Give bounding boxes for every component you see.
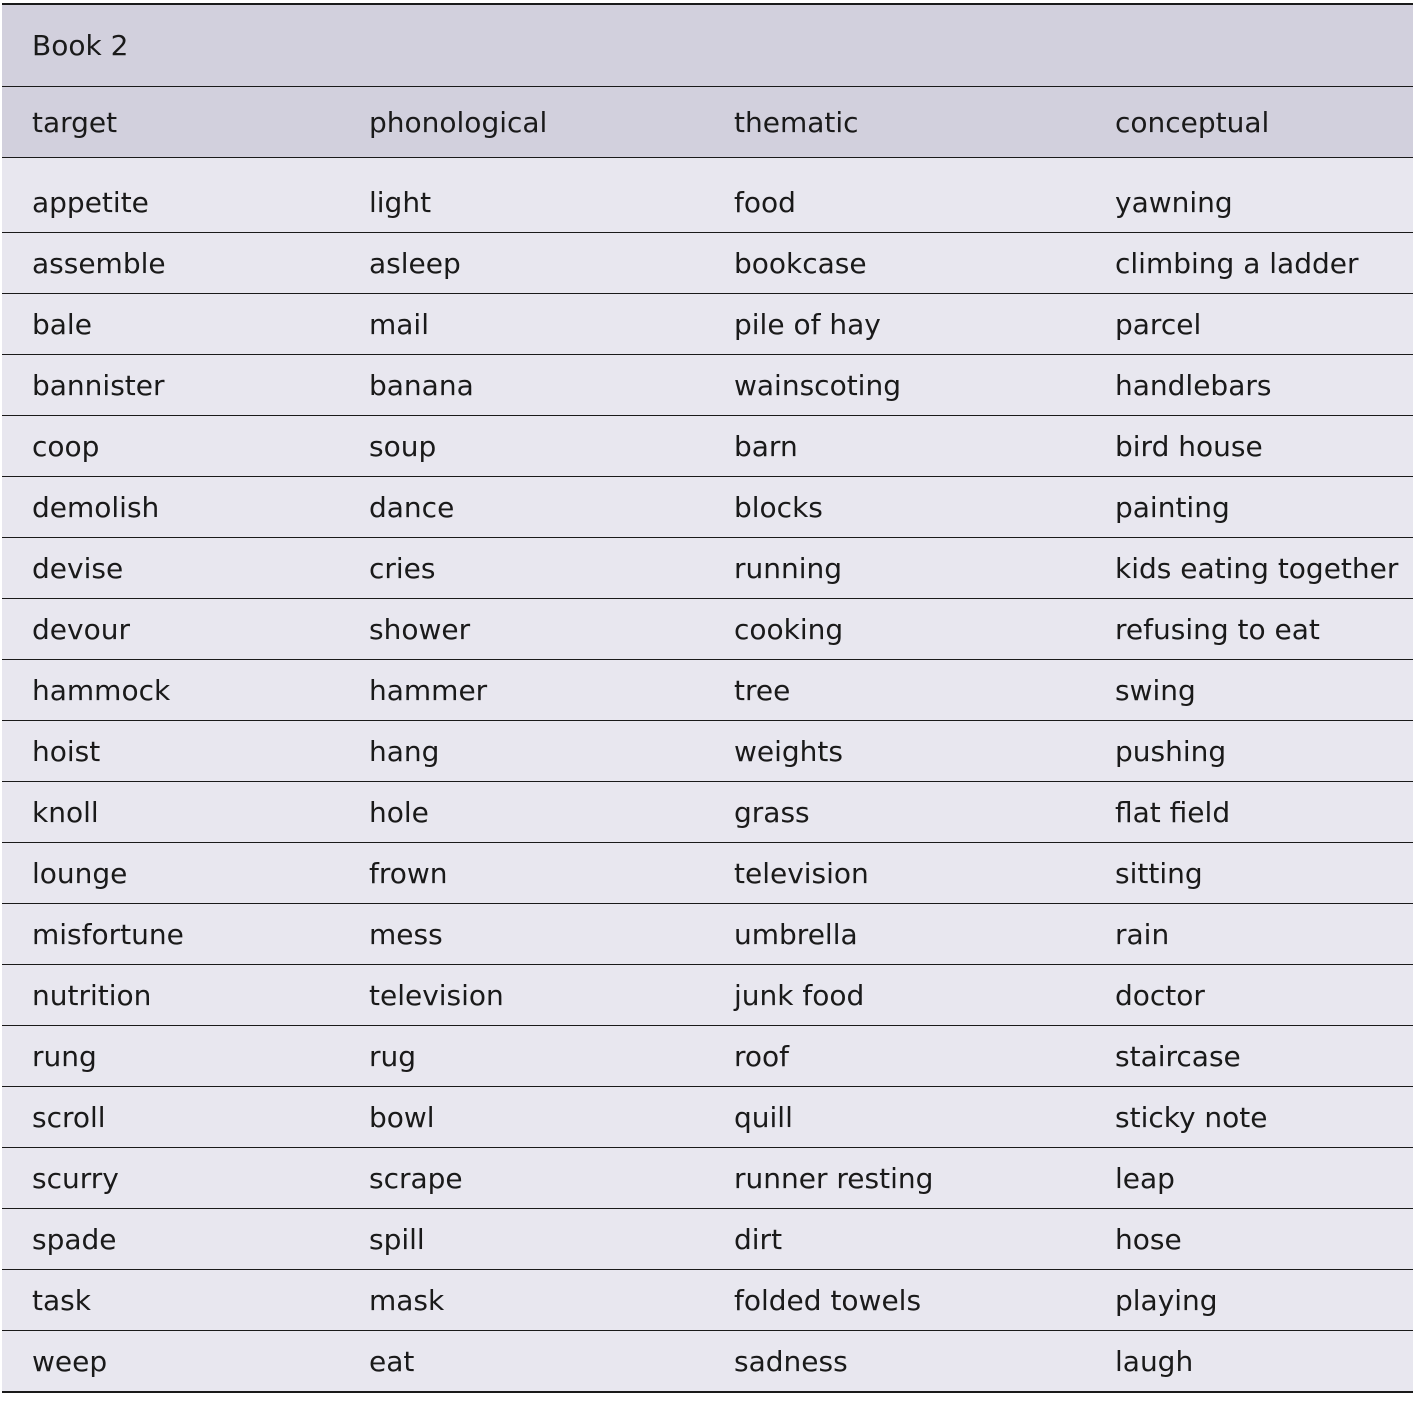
cell-thematic: tree [704, 660, 1085, 721]
table-row [2, 965, 1413, 1026]
spacer-cell [2, 158, 1413, 173]
caption-row [2, 4, 1413, 87]
table-row [2, 355, 1413, 416]
cell-conceptual: sticky note [1085, 1087, 1413, 1148]
table-row [2, 1270, 1413, 1331]
table-row [2, 660, 1413, 721]
cell-phonological: dance [339, 477, 704, 538]
cell-phonological: rug [339, 1026, 704, 1087]
cell-phonological: scrape [339, 1148, 704, 1209]
table-row [2, 477, 1413, 538]
cell-phonological: banana [339, 355, 704, 416]
cell-target: knoll [2, 782, 339, 843]
cell-thematic: sadness [704, 1331, 1085, 1393]
cell-thematic: bookcase [704, 233, 1085, 294]
cell-thematic: roof [704, 1026, 1085, 1087]
word-table [2, 3, 1413, 1393]
cell-target: assemble [2, 233, 339, 294]
cell-phonological: television [339, 965, 704, 1026]
cell-thematic: grass [704, 782, 1085, 843]
cell-thematic: runner resting [704, 1148, 1085, 1209]
table-body [2, 158, 1413, 1393]
table-row [2, 233, 1413, 294]
cell-conceptual: flat field [1085, 782, 1413, 843]
cell-target: misfortune [2, 904, 339, 965]
cell-thematic: wainscoting [704, 355, 1085, 416]
column-header-target: target [2, 87, 339, 158]
table-row [2, 904, 1413, 965]
cell-conceptual: kids eating together [1085, 538, 1413, 599]
table-row [2, 294, 1413, 355]
cell-target: scurry [2, 1148, 339, 1209]
cell-conceptual: sitting [1085, 843, 1413, 904]
column-header-conceptual: conceptual [1085, 87, 1413, 158]
cell-phonological: light [339, 172, 704, 233]
cell-thematic: weights [704, 721, 1085, 782]
table-row [2, 538, 1413, 599]
cell-target: demolish [2, 477, 339, 538]
cell-phonological: hole [339, 782, 704, 843]
cell-target: devise [2, 538, 339, 599]
cell-thematic: quill [704, 1087, 1085, 1148]
table-row [2, 1209, 1413, 1270]
cell-target: bale [2, 294, 339, 355]
cell-phonological: cries [339, 538, 704, 599]
table-row [2, 1148, 1413, 1209]
cell-thematic: junk food [704, 965, 1085, 1026]
table-row [2, 1026, 1413, 1087]
cell-phonological: mask [339, 1270, 704, 1331]
cell-phonological: bowl [339, 1087, 704, 1148]
table-spacer [2, 158, 1413, 173]
cell-phonological: soup [339, 416, 704, 477]
table-row [2, 721, 1413, 782]
cell-conceptual: yawning [1085, 172, 1413, 233]
cell-thematic: folded towels [704, 1270, 1085, 1331]
column-header-phonological: phonological [339, 87, 704, 158]
cell-thematic: barn [704, 416, 1085, 477]
word-table-container [2, 3, 1413, 1393]
cell-thematic: umbrella [704, 904, 1085, 965]
table-caption: Book 2 [2, 4, 1413, 87]
cell-target: bannister [2, 355, 339, 416]
cell-conceptual: climbing a ladder [1085, 233, 1413, 294]
cell-conceptual: parcel [1085, 294, 1413, 355]
cell-phonological: asleep [339, 233, 704, 294]
cell-conceptual: laugh [1085, 1331, 1413, 1393]
cell-phonological: mess [339, 904, 704, 965]
cell-target: nutrition [2, 965, 339, 1026]
cell-target: scroll [2, 1087, 339, 1148]
table-row [2, 782, 1413, 843]
cell-conceptual: pushing [1085, 721, 1413, 782]
column-header-thematic: thematic [704, 87, 1085, 158]
table-row [2, 843, 1413, 904]
cell-thematic: running [704, 538, 1085, 599]
cell-phonological: shower [339, 599, 704, 660]
cell-conceptual: bird house [1085, 416, 1413, 477]
table-row [2, 1087, 1413, 1148]
table-row [2, 599, 1413, 660]
cell-conceptual: handlebars [1085, 355, 1413, 416]
cell-conceptual: rain [1085, 904, 1413, 965]
header-row [2, 87, 1413, 158]
cell-target: spade [2, 1209, 339, 1270]
cell-thematic: food [704, 172, 1085, 233]
table-row [2, 1331, 1413, 1393]
cell-thematic: pile of hay [704, 294, 1085, 355]
cell-phonological: mail [339, 294, 704, 355]
table-row [2, 416, 1413, 477]
cell-target: appetite [2, 172, 339, 233]
cell-conceptual: staircase [1085, 1026, 1413, 1087]
cell-conceptual: playing [1085, 1270, 1413, 1331]
table-row [2, 172, 1413, 233]
cell-target: coop [2, 416, 339, 477]
cell-conceptual: refusing to eat [1085, 599, 1413, 660]
cell-thematic: television [704, 843, 1085, 904]
cell-conceptual: doctor [1085, 965, 1413, 1026]
cell-conceptual: swing [1085, 660, 1413, 721]
cell-conceptual: hose [1085, 1209, 1413, 1270]
cell-phonological: frown [339, 843, 704, 904]
cell-conceptual: leap [1085, 1148, 1413, 1209]
cell-target: weep [2, 1331, 339, 1393]
cell-thematic: blocks [704, 477, 1085, 538]
cell-target: task [2, 1270, 339, 1331]
cell-target: hammock [2, 660, 339, 721]
cell-target: hoist [2, 721, 339, 782]
cell-phonological: eat [339, 1331, 704, 1393]
cell-conceptual: painting [1085, 477, 1413, 538]
cell-phonological: spill [339, 1209, 704, 1270]
cell-phonological: hammer [339, 660, 704, 721]
cell-thematic: dirt [704, 1209, 1085, 1270]
cell-thematic: cooking [704, 599, 1085, 660]
cell-target: lounge [2, 843, 339, 904]
cell-target: rung [2, 1026, 339, 1087]
cell-phonological: hang [339, 721, 704, 782]
cell-target: devour [2, 599, 339, 660]
